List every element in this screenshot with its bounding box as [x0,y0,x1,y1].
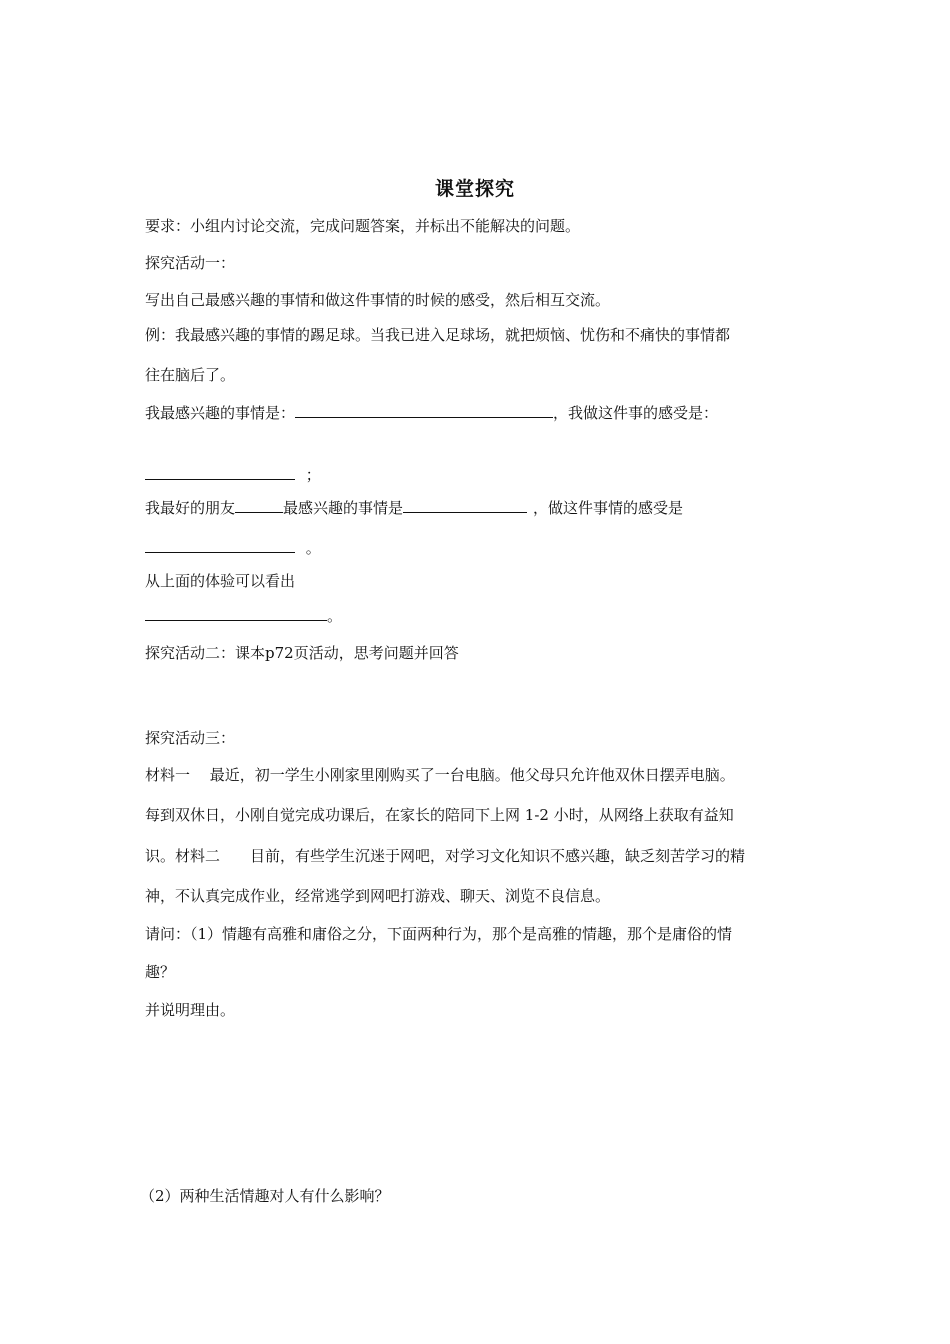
friend-feeling-answer-line [145,538,321,558]
answer-blank-favorite-thing[interactable] [295,403,553,418]
answer-blank-friend-feeling[interactable] [145,538,295,553]
question1-line-3: 并说明理由。 [145,1001,236,1019]
material-line-3: 识。材料二 目前，有些学生沉迷于网吧，对学习文化知识不感兴趣，缺乏刻苦学习的精 [145,847,746,865]
conclusion-prompt: 从上面的体验可以看出 [145,572,296,590]
example-line-1: 例：我最感兴趣的事情的踢足球。当我已进入足球场，就把烦恼、忧伤和不痛快的事情都 [145,326,731,344]
example-line-2: 往在脑后了。 [145,366,236,384]
answer-blank-friend-interest[interactable] [403,498,527,513]
question2: （2）两种生活情趣对人有什么影响？ [140,1187,390,1205]
requirement-text: 要求：小组内讨论交流，完成问题答案，并标出不能解决的问题。 [145,217,581,235]
page-title: 课堂探究 [434,178,515,200]
feeling-answer-line [145,465,321,485]
prompt2-friend-label: 我最好的朋友 [145,499,236,517]
material-line-4: 神，不认真完成作业，经常逃学到网吧打游戏、聊天、浏览不良信息。 [145,887,611,905]
activity2-heading: 探究活动二：课本p72页活动，思考问题并回答 [145,644,459,662]
question1-line-2: 趣？ [145,963,176,981]
period-mark: 。 [305,539,321,557]
conclusion-period: 。 [327,607,343,625]
prompt-friend [145,498,683,518]
prompt1-label: 我最感兴趣的事情是： [145,404,296,422]
prompt2-interest-label: 最感兴趣的事情是 [283,499,404,517]
material-line-2: 每到双休日，小刚自觉完成功课后，在家长的陪同下上网 1-2 小时，从网络上获取有益知 [145,806,734,824]
activity3-heading: 探究活动三： [145,729,236,747]
activity1-heading: 探究活动一： [145,254,236,272]
prompt1-feeling-label: ，我做这件事的感受是： [553,404,719,422]
prompt2-feeling-label: ，做这件事情的感受是 [533,499,684,517]
question1-line-1: 请问：（1）情趣有高雅和庸俗之分，下面两种行为，那个是高雅的情趣，那个是庸俗的情 [145,925,733,943]
material-line-1: 材料一 最近，初一学生小刚家里刚购买了一台电脑。他父母只允许他双休日摆弄电脑。 [145,766,735,784]
answer-blank-feeling[interactable] [145,465,295,480]
prompt-favorite-thing [145,403,718,423]
semicolon: ； [305,466,321,484]
answer-blank-friend-name[interactable] [235,498,283,513]
activity1-task: 写出自己最感兴趣的事情和做这件事情的时候的感受，然后相互交流。 [145,291,611,309]
answer-blank-conclusion[interactable] [145,606,327,621]
conclusion-answer-line [145,606,342,626]
